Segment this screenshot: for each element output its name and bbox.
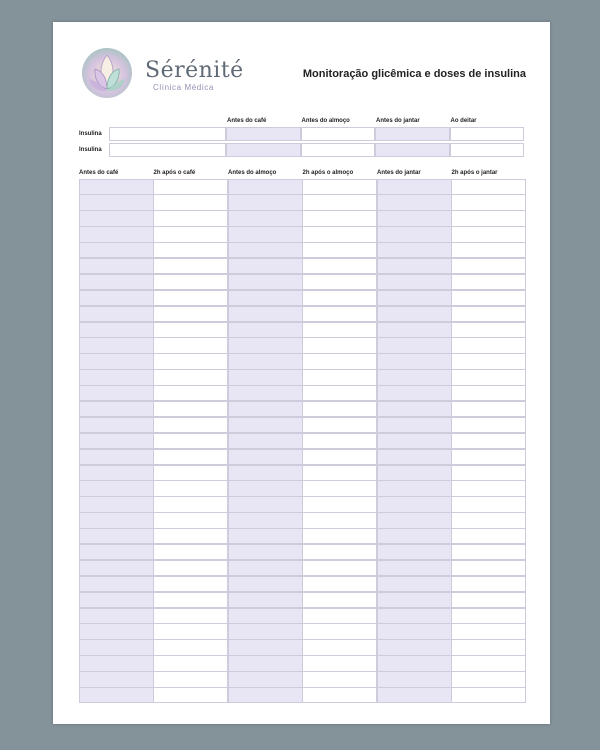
glucose-cell[interactable] <box>79 322 154 338</box>
glucose-cell[interactable] <box>153 623 228 639</box>
glucose-cell[interactable] <box>153 671 228 687</box>
insulin-row <box>79 126 524 142</box>
insulin-row-label: Insulina <box>79 147 102 153</box>
glucose-cell[interactable] <box>451 210 526 226</box>
glucose-cell[interactable] <box>302 274 377 290</box>
glucose-cell[interactable] <box>451 194 526 210</box>
glucose-cell[interactable] <box>228 560 303 576</box>
glucose-cell[interactable] <box>451 449 526 465</box>
glucose-cell[interactable] <box>377 608 452 624</box>
glucose-cell[interactable] <box>79 465 154 481</box>
glucose-cell[interactable] <box>377 528 452 544</box>
glucose-cell[interactable] <box>79 385 154 401</box>
glucose-table <box>79 179 526 703</box>
glucose-cell[interactable] <box>377 385 452 401</box>
glucose-cell[interactable] <box>377 322 452 338</box>
glucose-cell[interactable] <box>451 623 526 639</box>
glucose-cell[interactable] <box>451 337 526 353</box>
glucose-cell[interactable] <box>451 465 526 481</box>
glucose-cell[interactable] <box>451 369 526 385</box>
glucose-col-header: 2h após o café <box>153 170 196 176</box>
glucose-cell[interactable] <box>302 528 377 544</box>
glucose-cell[interactable] <box>153 210 228 226</box>
glucose-cell[interactable] <box>302 512 377 528</box>
glucose-cell[interactable] <box>228 194 303 210</box>
glucose-cell[interactable] <box>228 242 303 258</box>
glucose-cell[interactable] <box>451 512 526 528</box>
glucose-cell[interactable] <box>302 433 377 449</box>
glucose-cell[interactable] <box>153 687 228 703</box>
glucose-cell[interactable] <box>79 258 154 274</box>
glucose-cell[interactable] <box>79 369 154 385</box>
glucose-cell[interactable] <box>302 226 377 242</box>
insulin-cell[interactable] <box>301 143 376 157</box>
insulin-row-label: Insulina <box>79 131 102 137</box>
glucose-cell[interactable] <box>377 258 452 274</box>
glucose-cell[interactable] <box>377 560 452 576</box>
glucose-cell[interactable] <box>79 417 154 433</box>
glucose-cell[interactable] <box>153 194 228 210</box>
glucose-cell[interactable] <box>302 639 377 655</box>
insulin-col-header: Antes do café <box>227 118 267 124</box>
glucose-cell[interactable] <box>79 655 154 671</box>
glucose-cell[interactable] <box>302 576 377 592</box>
glucose-cell[interactable] <box>451 671 526 687</box>
glucose-cell[interactable] <box>228 544 303 560</box>
glucose-col-header: 2h após o jantar <box>451 170 498 176</box>
glucose-cell[interactable] <box>451 655 526 671</box>
lotus-icon <box>81 47 133 99</box>
glucose-cell[interactable] <box>302 687 377 703</box>
glucose-cell[interactable] <box>377 242 452 258</box>
glucose-cell[interactable] <box>451 592 526 608</box>
glucose-cell[interactable] <box>228 608 303 624</box>
glucose-cell[interactable] <box>302 480 377 496</box>
glucose-cell[interactable] <box>228 465 303 481</box>
glucose-cell[interactable] <box>228 274 303 290</box>
insulin-cell[interactable] <box>375 127 450 141</box>
glucose-cell[interactable] <box>377 671 452 687</box>
glucose-col-header: Antes do café <box>79 170 119 176</box>
glucose-cell[interactable] <box>228 592 303 608</box>
glucose-col-header: Antes do almoço <box>228 170 277 176</box>
glucose-cell[interactable] <box>451 417 526 433</box>
glucose-cell[interactable] <box>228 306 303 322</box>
glucose-cell[interactable] <box>377 306 452 322</box>
glucose-cell[interactable] <box>451 687 526 703</box>
glucose-cell[interactable] <box>302 401 377 417</box>
glucose-cell[interactable] <box>451 290 526 306</box>
glucose-cell[interactable] <box>153 528 228 544</box>
glucose-cell[interactable] <box>228 671 303 687</box>
glucose-cell[interactable] <box>302 671 377 687</box>
glucose-cell[interactable] <box>377 480 452 496</box>
glucose-cell[interactable] <box>153 608 228 624</box>
glucose-cell[interactable] <box>153 385 228 401</box>
glucose-cell[interactable] <box>228 480 303 496</box>
glucose-cell[interactable] <box>377 465 452 481</box>
glucose-cell[interactable] <box>228 179 303 195</box>
glucose-cell[interactable] <box>153 306 228 322</box>
glucose-cell[interactable] <box>451 544 526 560</box>
glucose-cell[interactable] <box>79 433 154 449</box>
glucose-cell[interactable] <box>153 337 228 353</box>
glucose-cell[interactable] <box>451 639 526 655</box>
glucose-cell[interactable] <box>377 226 452 242</box>
glucose-cell[interactable] <box>302 353 377 369</box>
glucose-cell[interactable] <box>153 512 228 528</box>
glucose-table-header <box>79 170 526 176</box>
glucose-cell[interactable] <box>228 353 303 369</box>
insulin-cell[interactable] <box>109 127 226 141</box>
glucose-cell[interactable] <box>79 608 154 624</box>
glucose-cell[interactable] <box>79 242 154 258</box>
glucose-cell[interactable] <box>153 290 228 306</box>
insulin-cell[interactable] <box>226 127 301 141</box>
glucose-cell[interactable] <box>79 337 154 353</box>
glucose-cell[interactable] <box>153 449 228 465</box>
glucose-cell[interactable] <box>153 655 228 671</box>
glucose-cell[interactable] <box>302 258 377 274</box>
glucose-cell[interactable] <box>153 480 228 496</box>
insulin-cell[interactable] <box>226 143 301 157</box>
glucose-cell[interactable] <box>79 226 154 242</box>
glucose-cell[interactable] <box>302 560 377 576</box>
glucose-cell[interactable] <box>228 258 303 274</box>
glucose-cell[interactable] <box>228 337 303 353</box>
glucose-cell[interactable] <box>377 655 452 671</box>
glucose-cell[interactable] <box>228 639 303 655</box>
glucose-cell[interactable] <box>451 528 526 544</box>
glucose-cell[interactable] <box>302 194 377 210</box>
glucose-cell[interactable] <box>377 210 452 226</box>
glucose-cell[interactable] <box>302 544 377 560</box>
glucose-cell[interactable] <box>377 592 452 608</box>
glucose-cell[interactable] <box>451 226 526 242</box>
insulin-cell[interactable] <box>301 127 376 141</box>
glucose-cell[interactable] <box>228 623 303 639</box>
glucose-cell[interactable] <box>451 274 526 290</box>
glucose-cell[interactable] <box>451 306 526 322</box>
glucose-cell[interactable] <box>153 401 228 417</box>
glucose-cell[interactable] <box>79 496 154 512</box>
glucose-cell[interactable] <box>302 592 377 608</box>
insulin-cell[interactable] <box>109 143 226 157</box>
glucose-cell[interactable] <box>302 337 377 353</box>
glucose-cell[interactable] <box>451 242 526 258</box>
glucose-cell[interactable] <box>228 417 303 433</box>
insulin-cell[interactable] <box>450 143 525 157</box>
glucose-cell[interactable] <box>302 385 377 401</box>
brand-subtitle: Clínica Médica <box>153 83 214 92</box>
glucose-cell[interactable] <box>153 242 228 258</box>
glucose-cell[interactable] <box>79 274 154 290</box>
glucose-cell[interactable] <box>153 226 228 242</box>
glucose-cell[interactable] <box>451 385 526 401</box>
glucose-cell[interactable] <box>451 496 526 512</box>
glucose-cell[interactable] <box>228 433 303 449</box>
glucose-cell[interactable] <box>451 608 526 624</box>
glucose-cell[interactable] <box>302 322 377 338</box>
glucose-cell[interactable] <box>377 194 452 210</box>
glucose-cell[interactable] <box>377 496 452 512</box>
glucose-cell[interactable] <box>377 417 452 433</box>
glucose-cell[interactable] <box>153 353 228 369</box>
glucose-cell[interactable] <box>451 560 526 576</box>
glucose-cell[interactable] <box>153 179 228 195</box>
glucose-cell[interactable] <box>228 226 303 242</box>
glucose-cell[interactable] <box>228 687 303 703</box>
glucose-cell[interactable] <box>377 623 452 639</box>
glucose-cell[interactable] <box>302 623 377 639</box>
glucose-cell[interactable] <box>153 560 228 576</box>
glucose-cell[interactable] <box>228 385 303 401</box>
glucose-cell[interactable] <box>451 401 526 417</box>
glucose-cell[interactable] <box>451 480 526 496</box>
glucose-cell[interactable] <box>302 290 377 306</box>
glucose-cell[interactable] <box>451 433 526 449</box>
glucose-cell[interactable] <box>153 258 228 274</box>
glucose-cell[interactable] <box>153 369 228 385</box>
glucose-cell[interactable] <box>153 465 228 481</box>
glucose-cell[interactable] <box>79 544 154 560</box>
brand-name: Sérénité <box>145 58 244 83</box>
glucose-cell[interactable] <box>302 369 377 385</box>
glucose-cell[interactable] <box>79 623 154 639</box>
glucose-cell[interactable] <box>79 592 154 608</box>
glucose-cell[interactable] <box>377 639 452 655</box>
glucose-cell[interactable] <box>377 687 452 703</box>
glucose-cell[interactable] <box>228 369 303 385</box>
page-title: Monitoração glicêmica e doses de insulina <box>302 68 526 80</box>
glucose-cell[interactable] <box>302 417 377 433</box>
glucose-cell[interactable] <box>79 560 154 576</box>
glucose-cell[interactable] <box>79 480 154 496</box>
glucose-cell[interactable] <box>79 179 154 195</box>
glucose-cell[interactable] <box>79 576 154 592</box>
glucose-cell[interactable] <box>79 687 154 703</box>
glucose-cell[interactable] <box>79 639 154 655</box>
glucose-col-header: 2h após o almoço <box>302 170 354 176</box>
glucose-cell[interactable] <box>377 576 452 592</box>
glucose-cell[interactable] <box>153 576 228 592</box>
glucose-cell[interactable] <box>228 528 303 544</box>
glucose-cell[interactable] <box>79 194 154 210</box>
glucose-cell[interactable] <box>79 353 154 369</box>
glucose-cell[interactable] <box>153 417 228 433</box>
glucose-cell[interactable] <box>302 306 377 322</box>
glucose-cell[interactable] <box>377 512 452 528</box>
insulin-col-header: Antes do almoço <box>301 118 350 124</box>
glucose-cell[interactable] <box>228 210 303 226</box>
glucose-cell[interactable] <box>302 465 377 481</box>
glucose-cell[interactable] <box>79 528 154 544</box>
insulin-cell[interactable] <box>375 143 450 157</box>
glucose-cell[interactable] <box>153 639 228 655</box>
glucose-cell[interactable] <box>377 274 452 290</box>
glucose-cell[interactable] <box>79 401 154 417</box>
glucose-cell[interactable] <box>79 306 154 322</box>
glucose-cell[interactable] <box>228 290 303 306</box>
glucose-cell[interactable] <box>377 179 452 195</box>
glucose-cell[interactable] <box>302 210 377 226</box>
insulin-cell[interactable] <box>450 127 525 141</box>
glucose-cell[interactable] <box>377 544 452 560</box>
glucose-cell[interactable] <box>153 433 228 449</box>
glucose-cell[interactable] <box>377 449 452 465</box>
glucose-cell[interactable] <box>451 258 526 274</box>
glucose-cell[interactable] <box>79 449 154 465</box>
insulin-row <box>79 142 524 158</box>
insulin-table-header <box>227 118 525 126</box>
glucose-cell[interactable] <box>377 337 452 353</box>
glucose-cell[interactable] <box>228 512 303 528</box>
glucose-cell[interactable] <box>153 274 228 290</box>
glucose-cell[interactable] <box>377 433 452 449</box>
glucose-cell[interactable] <box>302 655 377 671</box>
glucose-cell[interactable] <box>228 322 303 338</box>
glucose-cell[interactable] <box>79 290 154 306</box>
glucose-cell[interactable] <box>302 242 377 258</box>
insulin-col-header: Antes do jantar <box>376 118 420 124</box>
glucose-cell[interactable] <box>79 210 154 226</box>
glucose-cell[interactable] <box>228 401 303 417</box>
glucose-cell[interactable] <box>302 179 377 195</box>
glucose-cell[interactable] <box>302 496 377 512</box>
glucose-cell[interactable] <box>79 512 154 528</box>
glucose-cell[interactable] <box>153 544 228 560</box>
glucose-cell[interactable] <box>302 449 377 465</box>
glucose-cell[interactable] <box>377 369 452 385</box>
document-page <box>53 22 550 724</box>
glucose-cell[interactable] <box>377 353 452 369</box>
glucose-col-header: Antes do jantar <box>377 170 421 176</box>
glucose-cell[interactable] <box>228 496 303 512</box>
glucose-cell[interactable] <box>451 322 526 338</box>
glucose-cell[interactable] <box>302 608 377 624</box>
glucose-cell[interactable] <box>153 322 228 338</box>
glucose-cell[interactable] <box>228 655 303 671</box>
glucose-cell[interactable] <box>451 179 526 195</box>
glucose-cell[interactable] <box>228 449 303 465</box>
glucose-cell[interactable] <box>153 592 228 608</box>
glucose-cell[interactable] <box>153 496 228 512</box>
glucose-cell[interactable] <box>451 576 526 592</box>
insulin-col-header: Ao deitar <box>450 118 477 124</box>
glucose-cell[interactable] <box>79 671 154 687</box>
glucose-cell[interactable] <box>377 401 452 417</box>
glucose-cell[interactable] <box>228 576 303 592</box>
glucose-cell[interactable] <box>377 290 452 306</box>
glucose-cell[interactable] <box>451 353 526 369</box>
